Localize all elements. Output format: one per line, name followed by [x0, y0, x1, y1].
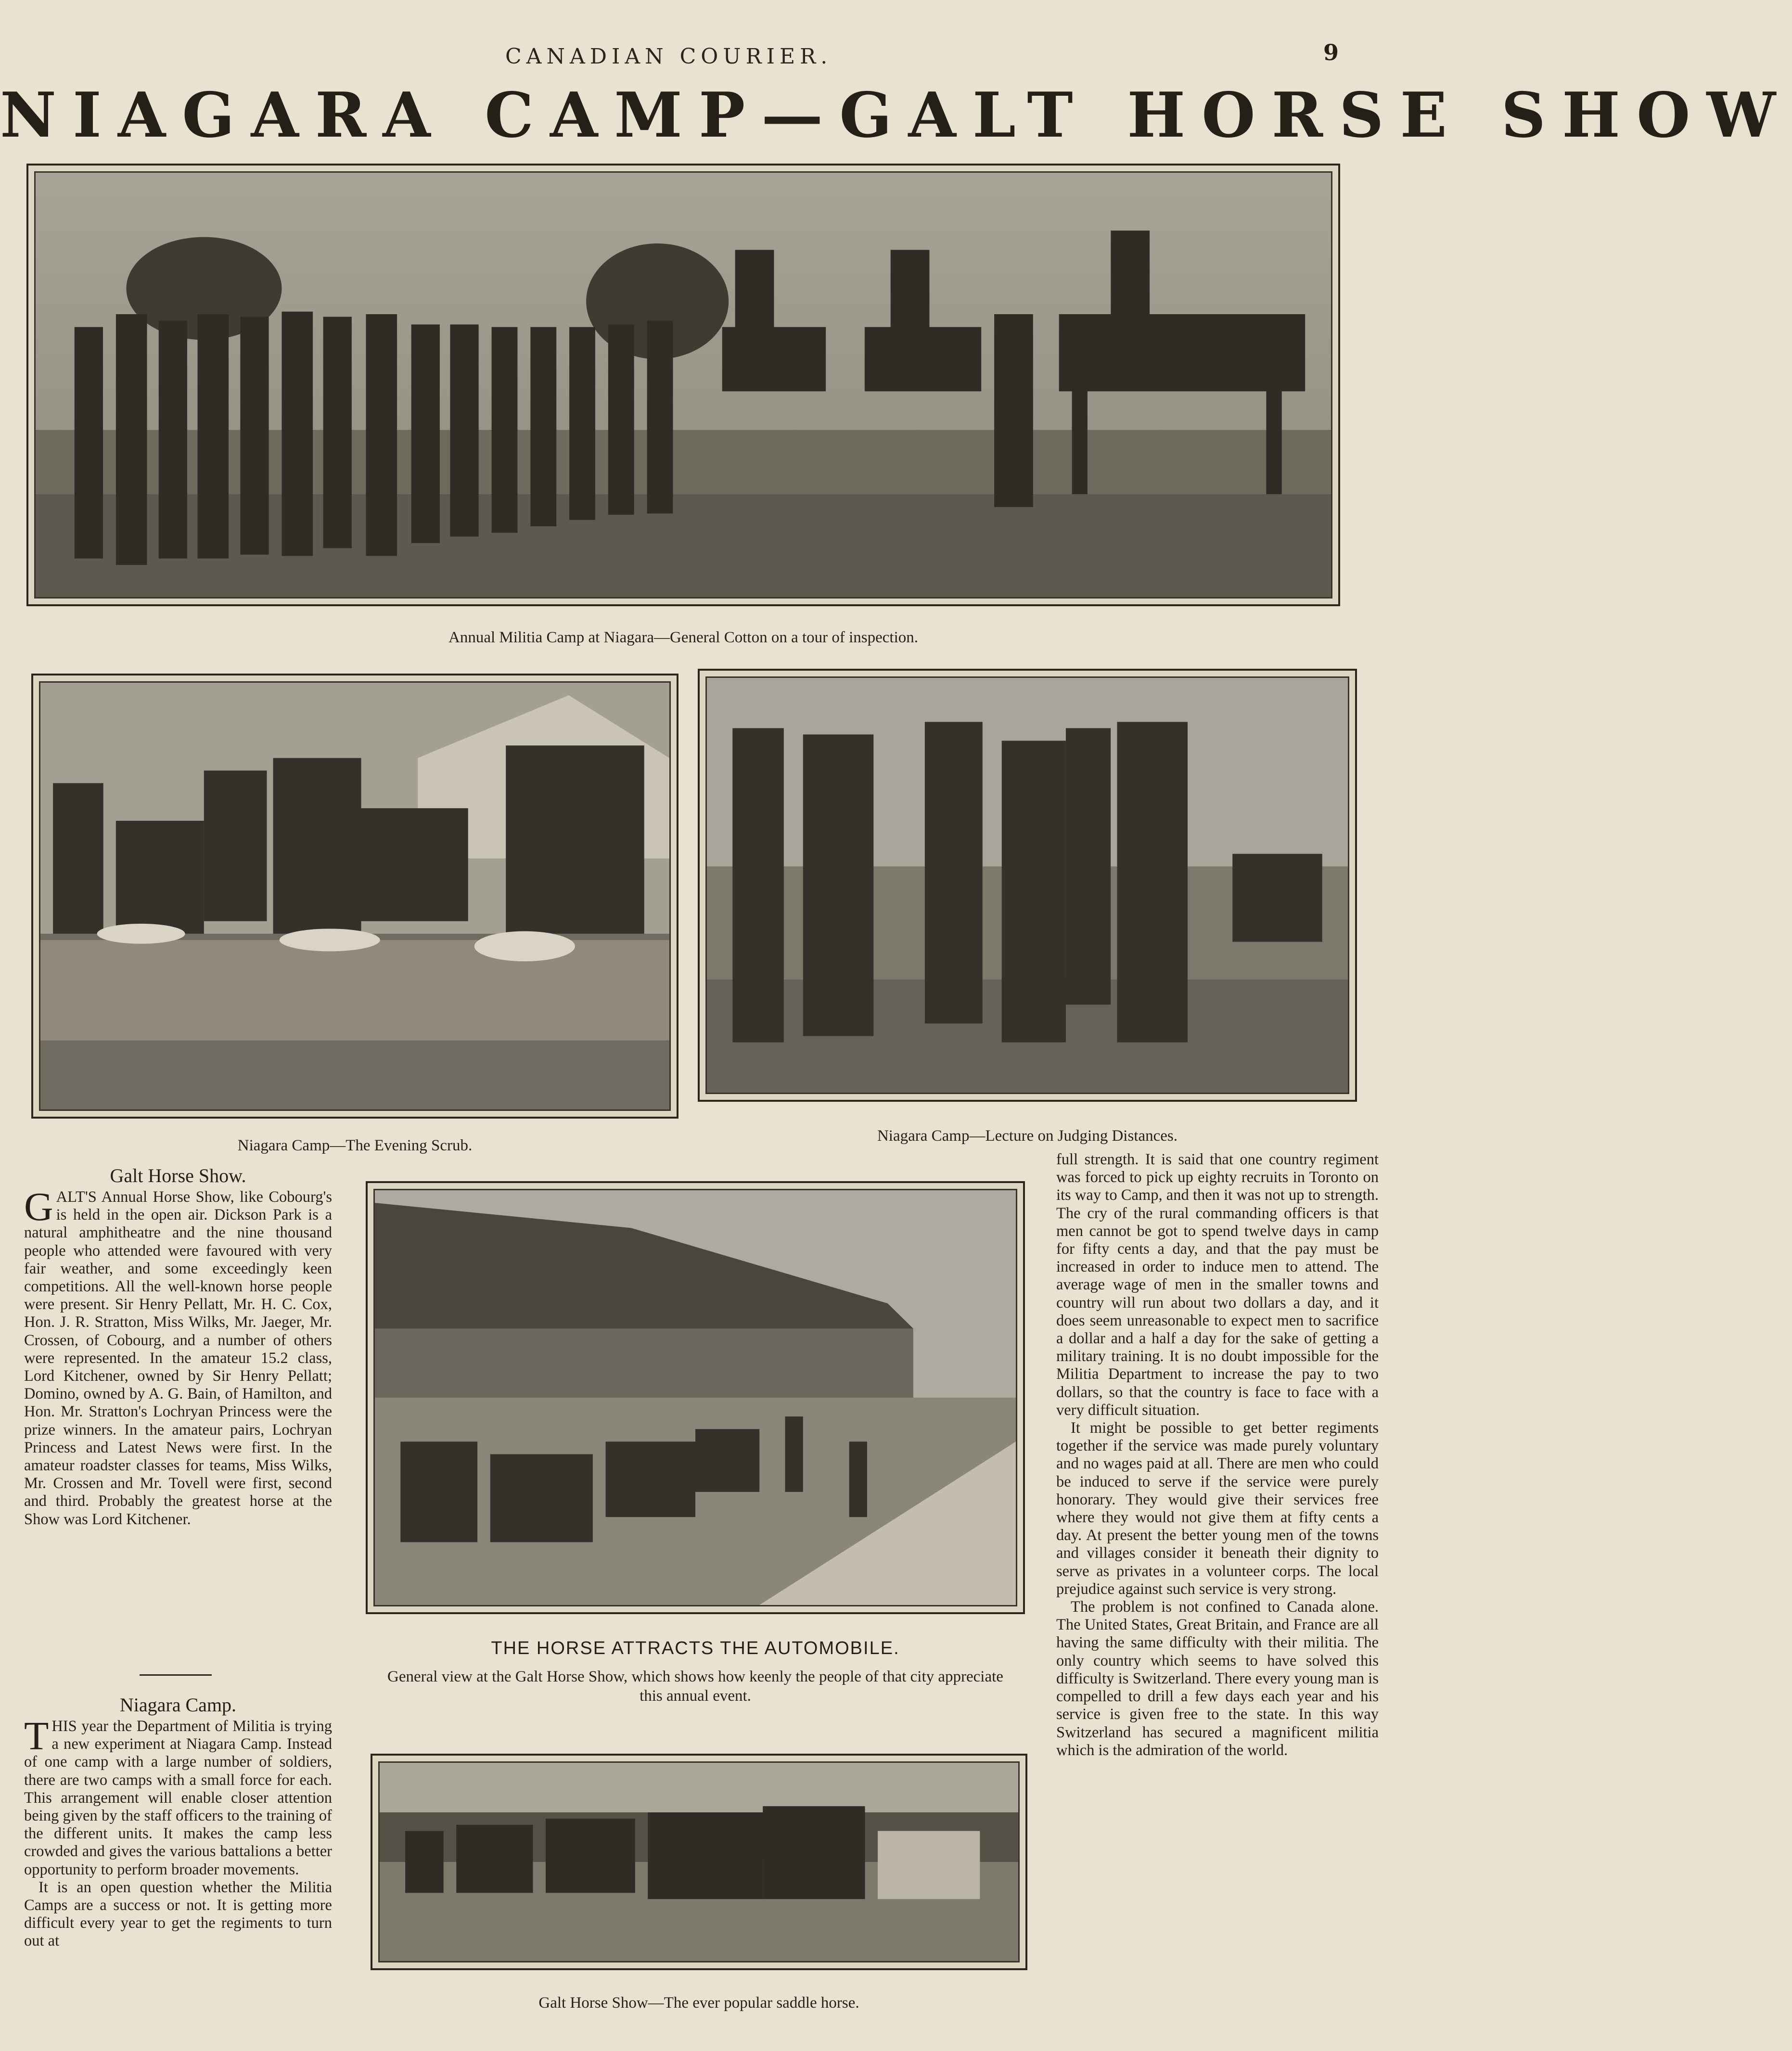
- niagara-article-title: Niagara Camp.: [119, 1694, 237, 1716]
- continued-article-body: [1056, 1151, 1379, 1759]
- grandstand-automobiles-image: [375, 1190, 1016, 1605]
- caption-bottom: Galt Horse Show—The ever popular saddle horse.: [538, 1994, 859, 2012]
- horses-riders-image: [380, 1763, 1018, 1961]
- photo-image: [34, 171, 1332, 599]
- middle-photo-headline: THE HORSE ATTRACTS THE AUTOMOBILE.: [491, 1638, 900, 1658]
- caption-right: Niagara Camp—Lecture on Judging Distances.: [877, 1127, 1178, 1145]
- photo-saddle-horse: [371, 1754, 1027, 1970]
- men-washing-image: [40, 683, 669, 1109]
- photo-image: [373, 1189, 1017, 1606]
- section-divider: [140, 1674, 212, 1676]
- photo-judging-distances: [698, 669, 1357, 1102]
- galt-article-title: Galt Horse Show.: [110, 1165, 246, 1186]
- page-number: 9: [1323, 39, 1339, 65]
- continued-paragraph-2: It might be possible to get better regiments together if the service was made purely voluntary and no wages paid at all. There are men who could be induced to serve if the service were purely honorary. They would give their services free where they would not give them at fifty cents a day. At present the better young men of the towns and villages consider it beneath their dignity to serve as privates in a volunteer corps. The local prejudice against such service is very strong.: [1056, 1419, 1379, 1598]
- photo-image: [39, 681, 671, 1111]
- photo-militia-inspection: [26, 164, 1340, 606]
- dropcap: G: [24, 1185, 53, 1229]
- niagara-paragraph-1: HIS year the Department of Militia is trying a new experiment at Niagara Camp. Instead of one camp with a large number of soldiers, there are two camps with a small force for each. This arrangement will enable closer attention being given by the staff officers to the training of the different units. It makes the camp less crowded and gives the various battalions a better opportunity to perform broader movements.: [24, 1718, 332, 1878]
- caption-left: Niagara Camp—The Evening Scrub.: [237, 1137, 473, 1154]
- galt-article-body: [24, 1185, 332, 1529]
- caption-middle: General view at the Galt Horse Show, which shows how keenly the people of that city appreciate this annual event.: [387, 1668, 1003, 1705]
- photo-image: [378, 1761, 1020, 1962]
- niagara-article-body: [24, 1714, 332, 1950]
- soldiers-inspection-image: [36, 173, 1331, 597]
- photo-image: [705, 676, 1349, 1094]
- galt-paragraph: ALT'S Annual Horse Show, like Cobourg's is held in the open air. Dickson Park is a natural amphitheatre and the nine thousand people who attended were favoured with very fair weather, and some exceedingly keen competitions. All the well-known horse people were present. Sir Henry Pellatt, Mr. H. C. Cox, Hon. J. R. Stratton, Miss Wilks, Mr. Jaeger, Mr. Crossen, of Cobourg, and a number of others were represented. In the amateur 15.2 class, Lord Kitchener, owned by Sir Henry Pellatt; Domino, owned by A. G. Bain, of Hamilton, and Hon. Mr. Stratton's Lochryan Princess were the prize winners. In the amateur pairs, Lochryan Princess and Latest News were first. In the amateur roadster classes for teams, Miss Wilks, Mr. Crossen and Mr. Tovell were first, second and third. Probably the greatest horse at the Show was Lord Kitchener.: [24, 1188, 332, 1528]
- niagara-paragraph-2: It is an open question whether the Militia Camps are a success or not. It is getting more difficult every year to get the regiments to turn out at: [24, 1878, 332, 1950]
- photo-horse-show-crowd: [366, 1181, 1025, 1614]
- dropcap: T: [24, 1714, 49, 1758]
- soldiers-lecture-image: [707, 678, 1348, 1093]
- masthead-title: CANADIAN COURIER.: [505, 44, 832, 69]
- continued-paragraph-1: full strength. It is said that one country regiment was forced to pick up eighty recruits in Toronto on its way to Camp, and then it was not up to strength. The cry of the rural commanding officers is that men cannot be got to spend twelve days in camp for fifty cents a day, and that the pay must be increased in order to induce men to attend. The average wage of men in the smaller towns and country will run about two dollars a day, and it does seem unreasonable to expect men to sacrifice a dollar and a half a day for the sake of getting a military training. It is no doubt impossible for the Militia Department to increase the pay to two dollars, so that the country is face to face with a very difficult situation.: [1056, 1151, 1379, 1419]
- continued-paragraph-3: The problem is not confined to Canada alone. The United States, Great Britain, and France are all having the same difficulty with their militia. The only country which seems to have solved this difficulty is Switzerland. There every young man is compelled to drill a few days each year and his service is given free to the state. In this way Switzerland has secured a magnificent militia which is the admiration of the world.: [1056, 1598, 1379, 1759]
- caption-top: Annual Militia Camp at Niagara—General Cotton on a tour of inspection.: [448, 629, 918, 646]
- photo-evening-scrub: [31, 674, 678, 1119]
- page-headline: NIAGARA CAMP—GALT HORSE SHOW: [0, 79, 1792, 152]
